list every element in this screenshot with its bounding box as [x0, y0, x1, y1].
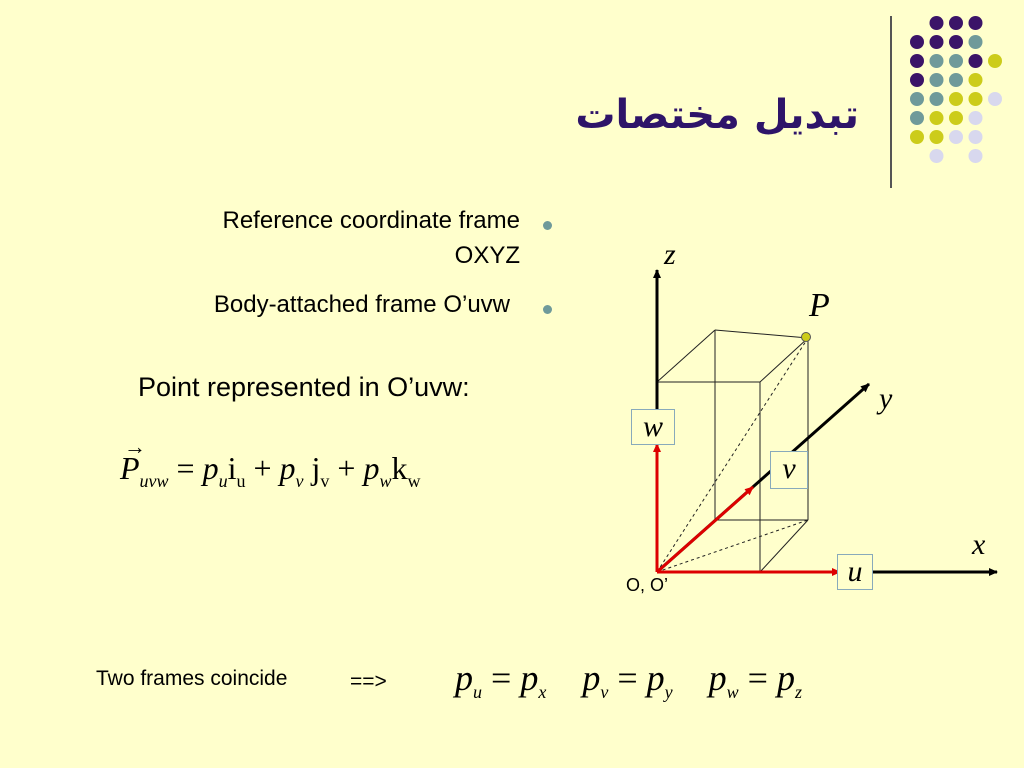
eq-p: p — [279, 450, 296, 486]
point-P-label: P — [809, 287, 830, 324]
bullet-reference-frame-line2: OXYZ — [454, 242, 520, 269]
eq-sub: w — [379, 471, 392, 491]
rel-p: p — [455, 658, 473, 698]
eq-i: i — [227, 450, 237, 486]
rel-p: p — [776, 658, 795, 698]
eq-sub: u — [218, 471, 228, 491]
implies-arrow-text: ==> — [350, 670, 387, 693]
rel-eq: = — [617, 658, 638, 698]
eq-sub: w — [407, 471, 421, 491]
eq-sub: v — [320, 471, 330, 491]
eq-P: P — [120, 450, 140, 486]
eq-k: k — [391, 450, 408, 486]
rel-p: p — [582, 658, 601, 698]
eq-P-sub: uvw — [139, 471, 169, 491]
u-label-box: u — [837, 554, 873, 590]
v-axis — [657, 487, 753, 572]
rel-sub: w — [726, 682, 739, 702]
bullet-reference-frame-line1: Reference coordinate frame — [222, 207, 520, 234]
eq-j: j — [311, 450, 321, 486]
rel-sub: x — [538, 682, 547, 702]
eq-sub: v — [295, 471, 304, 491]
v-label-box: v — [770, 451, 808, 489]
two-frames-coincide-text: Two frames coincide — [96, 667, 288, 690]
bullet-body-frame: Body-attached frame O’uvw — [213, 291, 510, 318]
point-represented-text: Point represented in O’uvw: — [138, 372, 470, 402]
eq-p: p — [363, 450, 380, 486]
vector-arrow-icon: → — [124, 434, 146, 459]
rel-sub: v — [600, 682, 609, 702]
eq-equals: = — [176, 450, 195, 486]
rel-sub: u — [473, 682, 482, 702]
rel-eq: = — [491, 658, 512, 698]
z-axis-label: z — [664, 238, 676, 271]
w-label-box: w — [631, 409, 675, 445]
rel-p: p — [708, 658, 727, 698]
rel-sub: z — [794, 682, 802, 702]
rel-p: p — [646, 658, 665, 698]
rel-sub: y — [664, 682, 673, 702]
rel-p: p — [520, 658, 539, 698]
eq-sub: u — [236, 471, 246, 491]
origin-label: O, O’ — [626, 575, 669, 595]
eq-plus: + — [253, 450, 272, 486]
rel-eq: = — [747, 658, 768, 698]
eq-plus: + — [337, 450, 356, 486]
diagonal-base — [657, 520, 808, 572]
point-P-marker — [802, 333, 811, 342]
x-axis-label: x — [972, 528, 986, 561]
eq-p: p — [202, 450, 219, 486]
y-axis-label: y — [879, 382, 893, 415]
slide-title: تبديل مختصات — [575, 92, 859, 138]
